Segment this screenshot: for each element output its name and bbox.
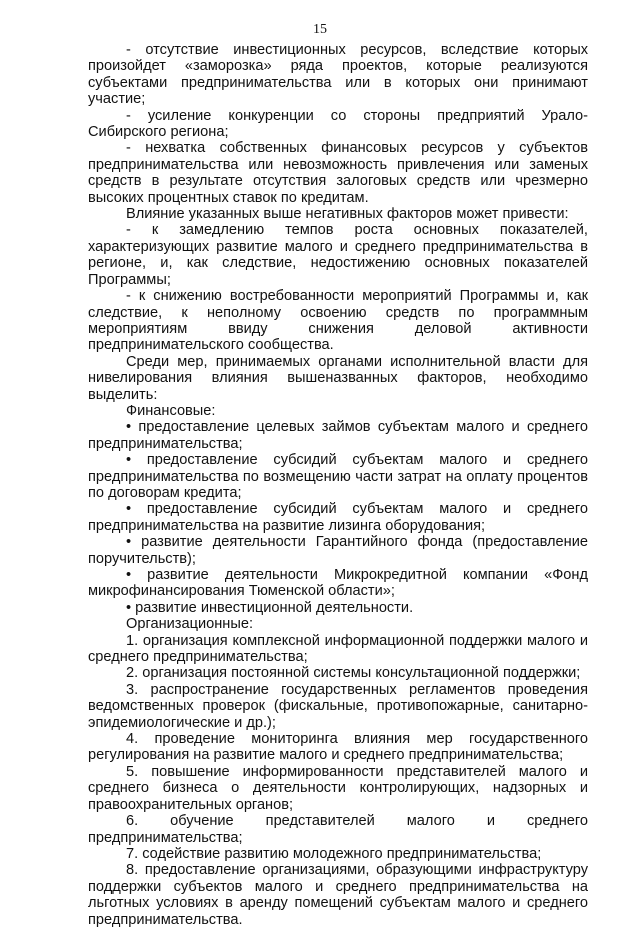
document-body [88,42,588,928]
paragraph: - нехватка собственных финансовых ресурсов у субъектов предпринимательства или невозможность привлечения или заменых средств в результате отсутствия залоговых средств или чрезмерно высоких процентных ставок по кредитам. [88,140,588,206]
page-number: 15 [313,22,327,37]
paragraph: - к снижению востребованности мероприятий Программы и, как следствие, к неполному освоению средств по программным мероприятиям ввиду снижения деловой активности предпринимательского сообщества. [88,288,588,354]
paragraph: Среди мер, принимаемых органами исполнительной власти для нивелирования влияния вышеназванных факторов, необходимо выделить: [88,353,588,403]
bullet-item: • предоставление субсидий субъектам малого и среднего предпринимательства на развитие лизинга оборудования; [88,501,588,534]
section-heading: Организационные: [126,616,254,633]
bullet-item: • развитие инвестиционной деятельности. [126,599,414,616]
bullet-item: • предоставление целевых займов субъектам малого и среднего предпринимательства; [88,419,588,452]
paragraph: - к замедлению темпов роста основных показателей, характеризующих развитие малого и среднего предпринимательства в регионе, и, как следствие, недостижению основных показателей Программы; [88,222,588,288]
numbered-item: 6. обучение представителей малого и среднего предпринимательства; [88,813,588,846]
bullet-item: • развитие деятельности Гарантийного фонда (предоставление поручительств); [88,534,588,567]
numbered-item: 4. проведение мониторинга влияния мер государственного регулирования на развитие малого и среднего предпринимательства; [88,731,588,764]
section-heading: Финансовые: [126,402,216,419]
paragraph: - усиление конкуренции со стороны предприятий Урало-Сибирского региона; [88,107,588,141]
bullet-item: • развитие деятельности Микрокредитной компании «Фонд микрофинансирования Тюменской области»; [88,567,588,600]
numbered-item: 3. распространение государственных регламентов проведения ведомственных проверок (фискальные, противопожарные, санитарно-эпидемиологические и др.); [88,681,588,731]
numbered-item: 5. повышение информированности представителей малого и среднего бизнеса о деятельности контролирующих, надзорных и правоохранительных органов; [88,763,588,813]
bullet-item: • предоставление субсидий субъектам малого и среднего предпринимательства по возмещению части затрат на оплату процентов по договорам кредита; [88,452,588,501]
numbered-item: 1. организация комплексной информационной поддержки малого и среднего предпринимательства; [88,632,588,666]
numbered-item: 8. предоставление организациями, образующими инфраструктуру поддержки субъектов малого и среднего предпринимательства на льготных условиях в аренду помещений субъектам малого и среднего предпринимательства. [88,862,588,928]
numbered-item: 7. содействие развитию молодежного предпринимательства; [126,845,542,862]
paragraph: - отсутствие инвестиционных ресурсов, вследствие которых произойдет «заморозка» ряда проектов, которые реализуются субъектами предпринимательства или в которых они принимают участие; [88,42,588,108]
paragraph: Влияние указанных выше негативных факторов может привести: [126,206,569,223]
numbered-item: 2. организация постоянной системы консультационной поддержки; [126,665,581,682]
